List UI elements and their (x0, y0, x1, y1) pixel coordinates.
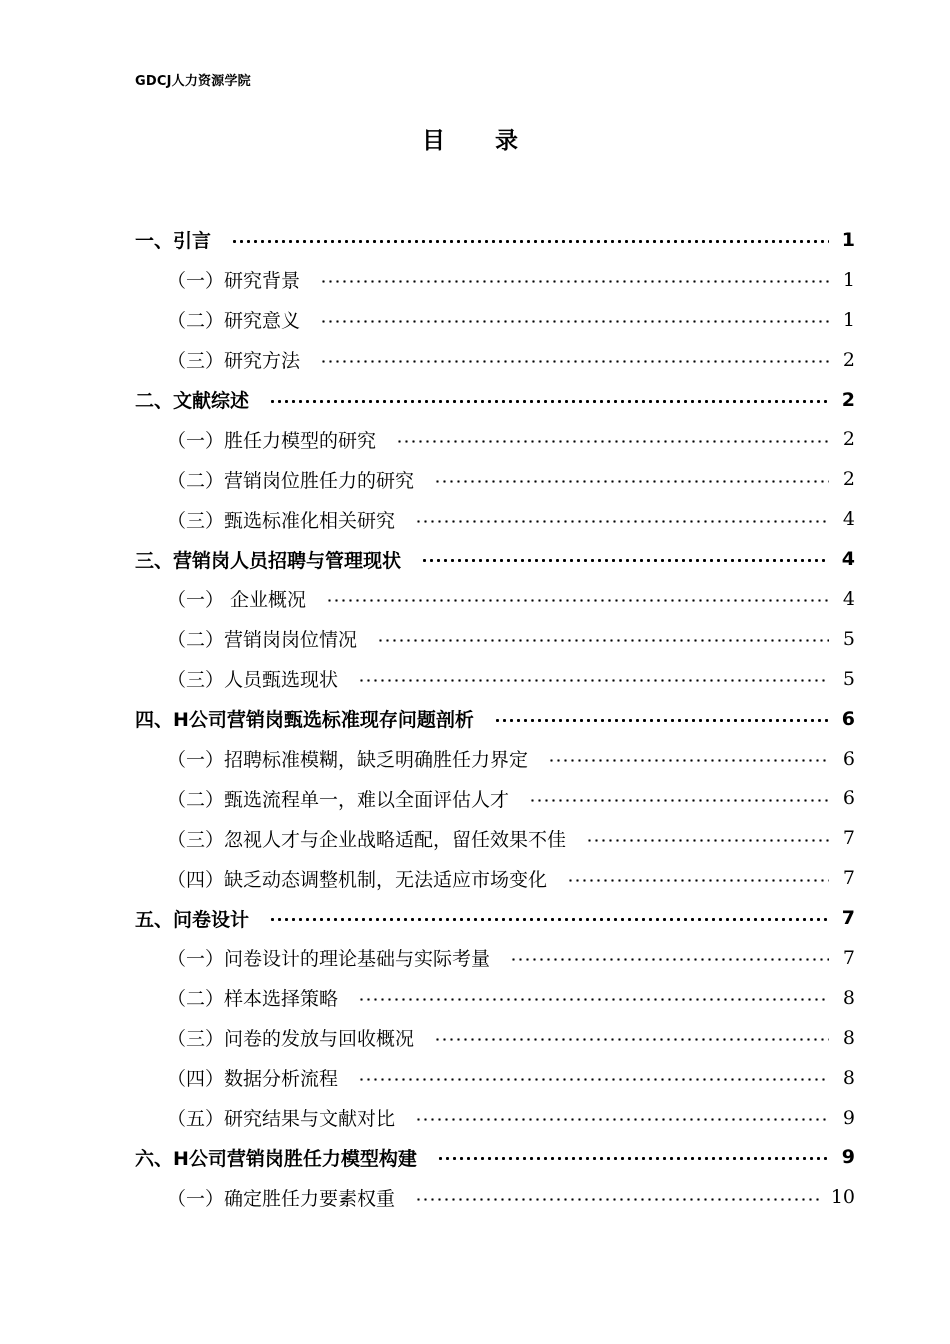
toc-entry-label: 五、问卷设计 (135, 908, 250, 931)
toc-entry-section[interactable] (135, 579, 855, 619)
toc-entry-label: （二）营销岗位胜任力的研究 (167, 469, 415, 492)
toc-entry-label: （二）研究意义 (167, 310, 301, 333)
toc-dot-leader (320, 320, 829, 323)
toc-entry-section[interactable] (135, 978, 855, 1018)
toc-entry-label: （二）营销岗岗位情况 (167, 629, 358, 652)
toc-page-number: 9 (841, 1146, 855, 1169)
toc-page-number: 2 (842, 428, 855, 451)
toc-entry-label: 一、引言 (135, 230, 212, 253)
toc-dot-leader (396, 440, 829, 443)
toc-dot-leader (320, 360, 829, 363)
toc-page-number: 4 (842, 508, 855, 531)
toc-page-number: 6 (842, 787, 855, 810)
toc-entry-label: （三）人员甄选现状 (167, 669, 339, 692)
toc-entry-label: （四）数据分析流程 (167, 1068, 339, 1091)
toc-entry-chapter[interactable] (135, 220, 855, 260)
toc-dot-leader (358, 1078, 829, 1081)
toc-entry-label: （三）问卷的发放与回收概况 (167, 1028, 415, 1051)
toc-dot-leader (421, 559, 829, 563)
toc-page-number: 2 (842, 348, 855, 371)
toc-page-number: 6 (842, 747, 855, 770)
toc-entry-label: （一）招聘标准模糊，缺乏明确胜任力界定 (167, 749, 529, 772)
page-header: GDCJ人力资源学院 (135, 74, 251, 89)
toc-entry-label: （三）忽视人才与企业战略适配，留任效果不佳 (167, 828, 567, 851)
toc-entry-chapter[interactable] (135, 699, 855, 739)
toc-entry-label: （三）甄选标准化相关研究 (167, 509, 396, 532)
toc-entry-section[interactable] (135, 858, 855, 898)
toc-dot-leader (529, 799, 829, 802)
toc-entry-section[interactable] (135, 739, 855, 779)
toc-entry-chapter[interactable] (135, 539, 855, 579)
toc-dot-leader (434, 1038, 829, 1041)
toc-page-number: 7 (841, 907, 855, 930)
toc-dot-leader (437, 1157, 829, 1161)
toc-page-number: 10 (830, 1186, 855, 1209)
toc-page-number: 7 (842, 946, 855, 969)
toc-page-number: 8 (842, 1026, 855, 1049)
toc-entry-section[interactable] (135, 459, 855, 499)
toc-entry-label: （一）研究背景 (167, 270, 301, 293)
toc-entry-section[interactable] (135, 659, 855, 699)
toc-entry-section[interactable] (135, 260, 855, 300)
toc-dot-leader (415, 520, 829, 523)
toc-entry-label: （一） 企业概况 (167, 589, 307, 612)
toc-entry-label: （五）研究结果与文献对比 (167, 1108, 396, 1131)
toc-dot-leader (326, 599, 829, 602)
toc-page-number: 8 (842, 986, 855, 1009)
toc-entry-chapter[interactable] (135, 898, 855, 938)
toc-page-number: 4 (842, 587, 855, 610)
toc-entry-label: （一）确定胜任力要素权重 (167, 1187, 396, 1210)
toc-page-number: 1 (841, 228, 855, 251)
toc-dot-leader (415, 1198, 819, 1201)
toc-page-number: 7 (842, 827, 855, 850)
toc-page-number: 9 (842, 1106, 855, 1129)
toc-entry-label: （四）缺乏动态调整机制，无法适应市场变化 (167, 868, 548, 891)
toc-entry-section[interactable] (135, 778, 855, 818)
toc-entry-label: （二）甄选流程单一，难以全面评估人才 (167, 788, 510, 811)
toc-dot-leader (358, 679, 829, 682)
toc-entry-label: 四、H公司营销岗甄选标准现存问题剖析 (135, 709, 474, 732)
toc-entry-section[interactable] (135, 938, 855, 978)
toc-entry-label: （一）胜任力模型的研究 (167, 429, 377, 452)
toc-dot-leader (548, 759, 829, 762)
toc-dot-leader (320, 280, 829, 283)
toc-page-number: 6 (841, 707, 855, 730)
table-of-contents (135, 220, 855, 1217)
toc-dot-leader (434, 480, 829, 483)
toc-page-number: 7 (842, 867, 855, 890)
toc-entry-label: （三）研究方法 (167, 350, 301, 373)
toc-page-number: 1 (842, 268, 855, 291)
toc-page-number: 2 (841, 388, 855, 411)
toc-entry-label: （二）样本选择策略 (167, 988, 339, 1011)
toc-page-number: 8 (842, 1066, 855, 1089)
toc-entry-section[interactable] (135, 499, 855, 539)
toc-entry-section[interactable] (135, 1058, 855, 1098)
toc-page-number: 2 (842, 468, 855, 491)
toc-entry-section[interactable] (135, 419, 855, 459)
toc-dot-leader (358, 998, 829, 1001)
toc-dot-leader (415, 1118, 829, 1121)
toc-entry-section[interactable] (135, 1098, 855, 1138)
toc-dot-leader (586, 839, 829, 842)
toc-dot-leader (269, 918, 829, 922)
toc-entry-section[interactable] (135, 300, 855, 340)
toc-entry-section[interactable] (135, 1177, 855, 1217)
toc-dot-leader (377, 639, 829, 642)
toc-page-number: 4 (841, 548, 855, 571)
toc-entry-label: 二、文献综述 (135, 390, 250, 412)
toc-page-number: 5 (842, 667, 855, 690)
toc-dot-leader (494, 719, 829, 723)
toc-page-number: 5 (842, 627, 855, 650)
toc-dot-leader (231, 240, 829, 244)
toc-title: 目录 (422, 128, 568, 154)
toc-entry-label: 三、营销岗人员招聘与管理现状 (135, 549, 402, 572)
toc-entry-section[interactable] (135, 340, 855, 380)
toc-entry-chapter[interactable] (135, 380, 855, 420)
toc-dot-leader (269, 400, 829, 404)
toc-entry-section[interactable] (135, 818, 855, 858)
toc-page-number: 1 (842, 308, 855, 331)
toc-entry-section[interactable] (135, 619, 855, 659)
toc-entry-label: （一）问卷设计的理论基础与实际考量 (167, 948, 491, 971)
toc-entry-chapter[interactable] (135, 1137, 855, 1177)
toc-dot-leader (567, 879, 829, 882)
toc-entry-section[interactable] (135, 1018, 855, 1058)
toc-entry-label: 六、H公司营销岗胜任力模型构建 (135, 1147, 417, 1170)
toc-dot-leader (510, 958, 829, 961)
